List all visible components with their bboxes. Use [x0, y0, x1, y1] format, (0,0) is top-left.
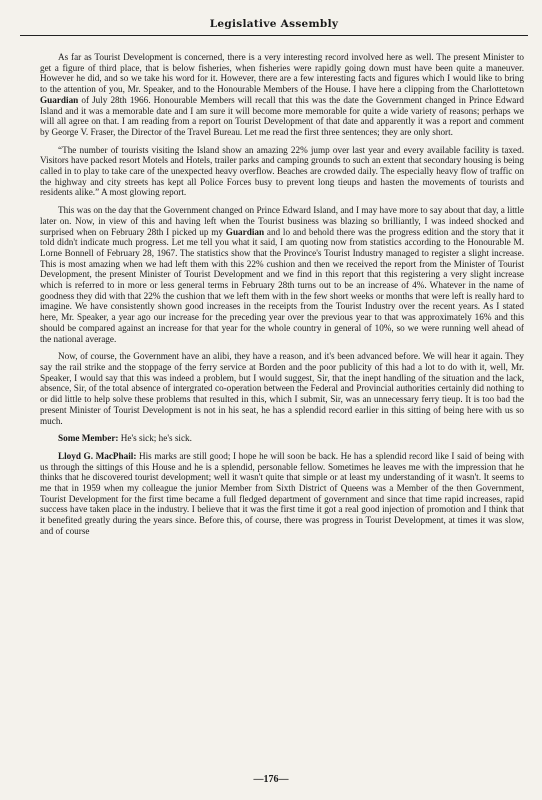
paragraph-quotation: “The number of tourists visiting the Island show an amazing 22% jump over last year and every available facility is taxed. Visitors have packed resort Motels and Hotels, trailer parks and camping grounds to such an extent that secondary housing is being called in to play to take care of the unexpected heavy overflow. Beaches are crowded daily. The especially heavy flow of traffic on the highway and city streets has kept all Police Forces busy to prevent long tieups and hasten the movements of tourists and residents alike.” A most glowing report.	[40, 144, 524, 198]
page-number: —176—	[253, 774, 289, 785]
header-rule	[20, 35, 528, 36]
paragraph-text: of July 28th 1966. Honourable Members will recall that this was the date the Government changed in Prince Edward Island and it was a memorable date and I am sure it will become more memorable for quite a wide variety of reasons; perhaps we will all agree on that. I am reading from a report on Tourist Development of that date and apparently it was a report and comment by George V. Fraser, the Director of the Travel Bureau. Let me read the first three sentences; they are only short.	[40, 94, 524, 137]
paragraph-text: and lo and behold there was the progress edition and the story that it told didn't indicate much progress. Let me tell you what it said, I am quoting now from statistics according to the Honourable M. Lorne Bonnell of February 28, 1967. The statistics show that the Province's Tourist Industry managed to register a slight increase. This is most amazing when we had left them with this 22% cushion and then we received the report from the Minister of Tourist Development, the present Minister of Tourist Development and we find in this report that this registering a very slight increase which is referred to in more or less general terms in February 28th turns out to be an increase of 4%. Whatever in the name of goodness they did with that 22% the cushion that we left them with in the few short weeks or months that were left is really hard to imagine. We have consistently shown good increases in the receipts from the Tourist Industry over the recent years. As I stated here, Mr. Speaker, a year ago our increase for the preceding year over the previous year to that was approximately 16% and this should be compared against an increase for that year for the whole country in general of 10%, so we were running well ahead of the national average.	[40, 226, 524, 344]
speaker-name: Lloyd G. MacPhail:	[58, 450, 137, 461]
paragraph-macphail	[40, 451, 524, 537]
paragraph-progress-edition	[40, 205, 524, 344]
speech-text: He's sick; he's sick.	[118, 433, 192, 444]
paragraph-interjection	[40, 433, 524, 444]
body-text	[40, 52, 524, 544]
newspaper-name: Guardian	[225, 226, 265, 237]
speech-text: His marks are still good; I hope he will soon be back. He has a splendid record like I said of being with us through the sittings of this House and he is a splendid, personable fellow. Sometimes he leaves me with the impression that he thinks that he discovered tourist development; well it wasn't quite that simple or at least my understanding of it wasn't. It seems to me that in 1959 when my colleague the junior Member from Sixth District of Queens was a Member of the then Government, Tourist Development for the first time became a full fledged department of government and since that time rapid increases, rapid success have taken place in the industry. I believe that it was the first time it got a real good injection of promotion and I think that it benefited greatly during the years since. Before this, of course, there was progress in Tourist Development, at times it was slow, and of course	[40, 450, 524, 536]
paragraph-text: This was on the day that the Government changed on Prince Edward Island, and I may have more to say about that day, a little later on. Now, in view of this and having left when the Tourist business was blazing so brilliantly, I was indeed shocked and surprised when on February 28th I picked up my	[40, 205, 524, 237]
newspaper-name: Guardian	[40, 94, 79, 105]
paragraph-tourist-development	[40, 52, 524, 138]
speaker-name: Some Member:	[58, 433, 119, 444]
paragraph-text: As far as Tourist Development is concerned, there is a very interesting record involved here as well. The present Minister to get a figure of third place, that is below fisheries, when fisheries were rapidly going down must have been quite a maneuver. However he did, and so we take his word for it. However, there are a few interesting facts and figures which I would like to bring to the attention of you, Mr. Speaker, and to the Honourable Members of the House. I have here a clipping from the Charlottetown	[40, 52, 524, 95]
running-header: Legislative Assembly	[209, 18, 339, 30]
paragraph-alibi: Now, of course, the Government have an alibi, they have a reason, and it's been advanced before. We will hear it again. They say the rail strike and the stoppage of the ferry service at Borden and the poor publicity of this had a lot to do with it, well, Mr. Speaker, I would say that this was indeed a problem, but I would suggest, Sir, that the inept handling of the situation and the lack, absence, Sir, of the total absence of intergrated co-operation between the Federal and Provincial authorities certainly did nothing to or did little to help solve these problems that resulted in this, which I submit, Sir, was an unnecessary ferry tieup. It is too bad the present Minister of Tourist Development is not in his seat, he has a splendid record earlier in this sitting of being here with us so much.	[40, 351, 524, 426]
